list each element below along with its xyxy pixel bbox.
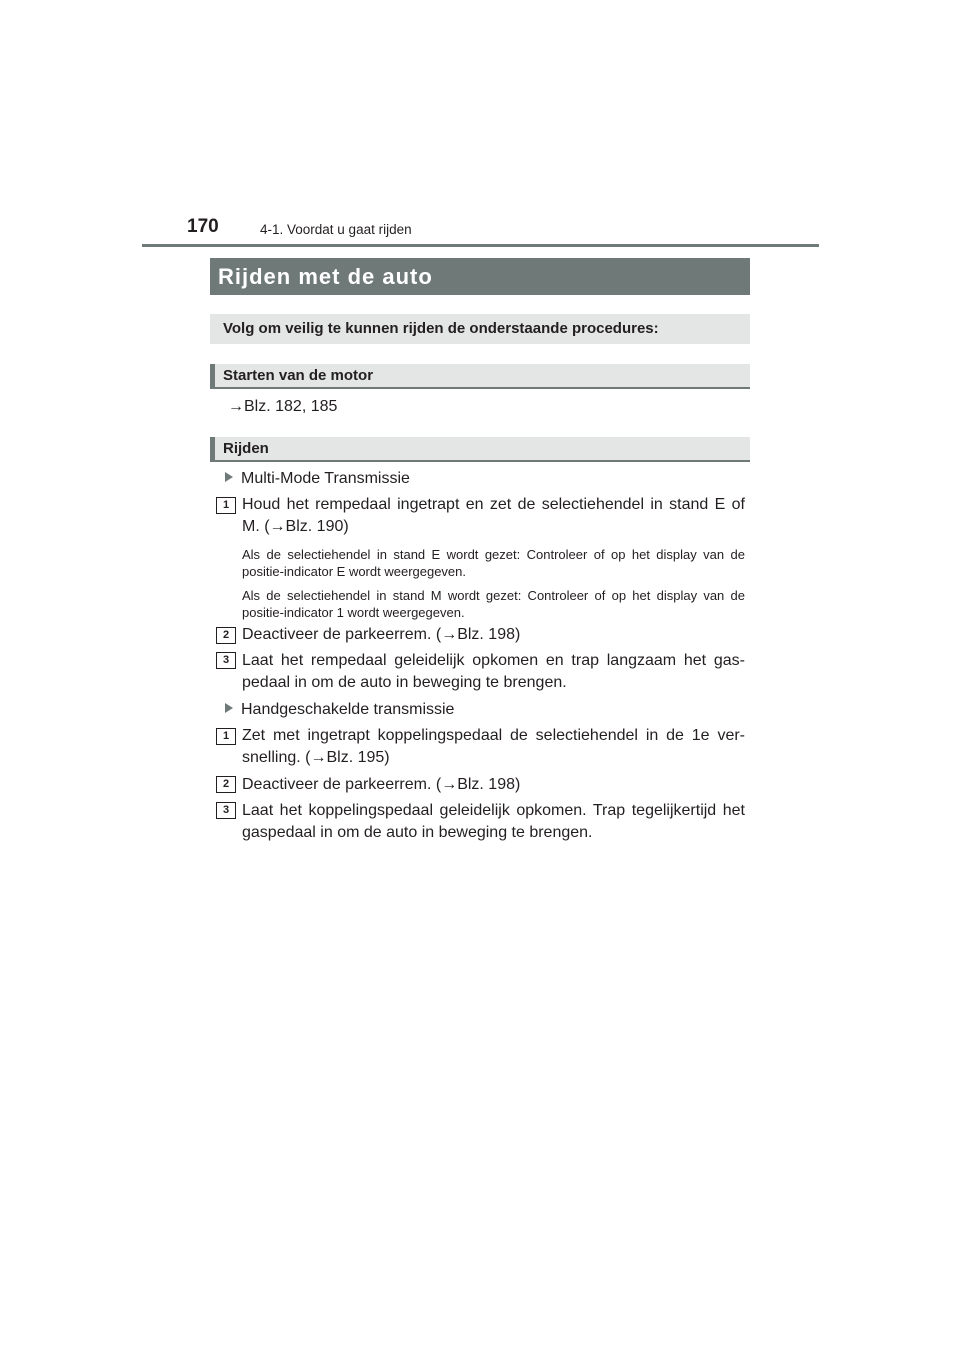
intro-bar: Volg om veilig te kunnen rijden de onderstaande procedures: <box>210 314 750 344</box>
subsection-manual-label: Handgeschakelde transmissie <box>241 701 455 718</box>
step-text: Deactiveer de parkeerrem. (→Blz. 198) <box>242 626 521 643</box>
section-heading-drive: Rijden <box>210 437 750 462</box>
subsection-manual <box>225 699 454 721</box>
section-heading-start: Starten van de motor <box>210 364 750 389</box>
step-badge: 1 <box>216 497 236 514</box>
triangle-bullet-icon <box>225 703 233 713</box>
step-badge: 3 <box>216 652 236 669</box>
step-badge: 1 <box>216 728 236 745</box>
step-text: Deactiveer de parkeerrem. (→Blz. 198) <box>242 776 521 793</box>
start-reference: →Blz. 182, 185 <box>228 398 338 415</box>
subsection-mmt-label: Multi-Mode Transmissie <box>241 470 410 487</box>
step-note: Als de selectiehendel in stand E wordt gezet: Controleer of op het display van de positie-indicator E wordt weergegeven. <box>242 547 745 579</box>
step-note: Als de selectiehendel in stand M wordt gezet: Controleer of op het display van de positie-indicator 1 wordt weergegeven. <box>242 588 745 620</box>
step-text: Houd het rempedaal ingetrapt en zet de selectiehendel in stand E of M. (→Blz. 190) <box>242 496 745 535</box>
page-title: Rijden met de auto <box>218 264 433 289</box>
step-badge: 2 <box>216 776 236 793</box>
step-text: Laat het rempedaal geleidelijk opkomen en trap langzaam het gas-pedaal in om de auto in beweging te brengen. <box>242 652 745 691</box>
step-badge: 3 <box>216 802 236 819</box>
triangle-bullet-icon <box>225 472 233 482</box>
step-text: Laat het koppelingspedaal geleidelijk opkomen. Trap tegelijkertijd het gaspedaal in om de auto in beweging te brengen. <box>242 802 745 841</box>
subsection-mmt <box>225 468 410 490</box>
page-number: 170 <box>187 216 219 237</box>
header-rule <box>142 244 819 247</box>
title-bar <box>210 258 750 295</box>
step-badge: 2 <box>216 627 236 644</box>
step-text: Zet met ingetrapt koppelingspedaal de selectiehendel in de 1e ver-snelling. (→Blz. 195) <box>242 727 745 766</box>
section-label: 4-1. Voordat u gaat rijden <box>260 222 412 237</box>
